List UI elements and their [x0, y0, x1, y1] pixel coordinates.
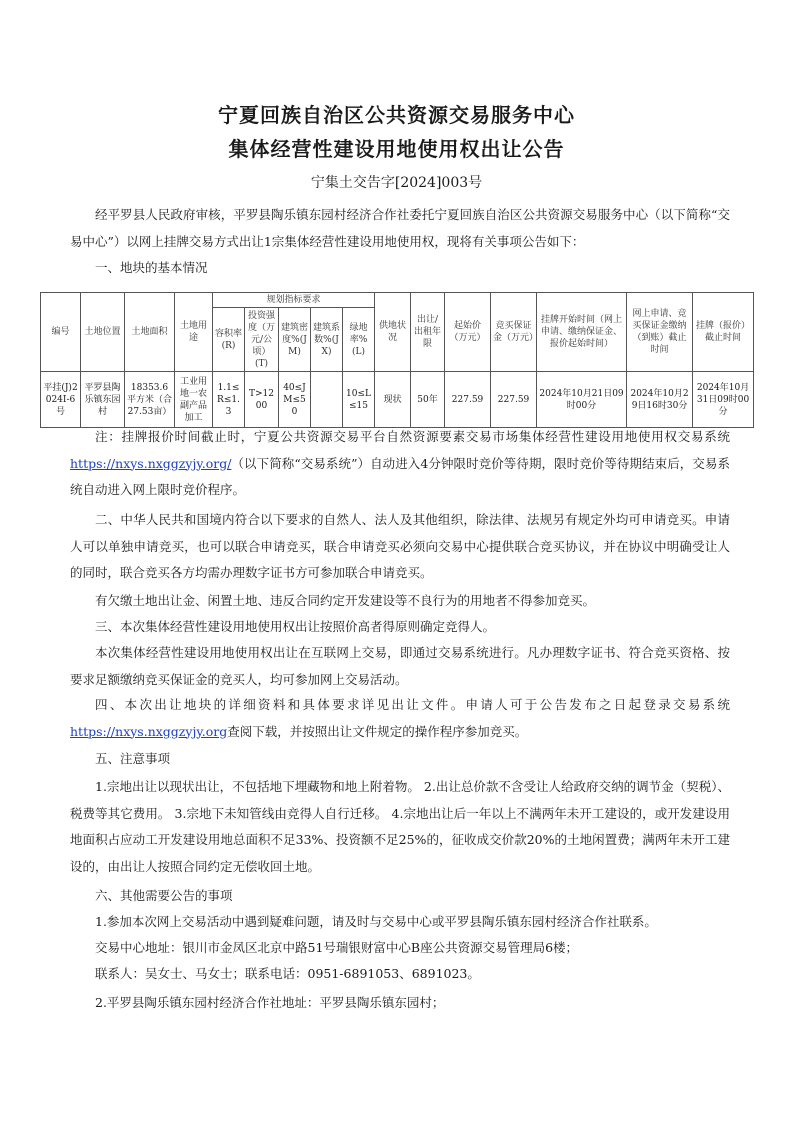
header-deposit: 竞买保证金（万元）	[491, 293, 537, 372]
section2-paragraph: 二、中华人民共和国境内符合以下要求的自然人、法人及其他组织，除法律、法规另有规定外均可申请竞买。申请人可以单独申请竞买，也可以联合申请竞买，联合申请竞买必须向交易中心提供联合竞买协议，并在协议中明确受让人的同时，联合竞买各方均需办理数字证书方可参加联合申请竞买。	[70, 512, 730, 581]
land-info-table	[40, 292, 754, 428]
cell-usage: 工业用地一农副产品加工	[175, 372, 213, 428]
section6-contact: 联系人：吴女士、马女士；联系电话：0951-6891053、6891023。	[95, 966, 480, 981]
header-deposit-deadline: 网上申请、竞买保证金缴纳（到账）截止时间	[627, 293, 693, 372]
section6-item1: 1.参加本次网上交易活动中遇到疑难问题，请及时与交易中心或平罗县陶乐镇东园村经济合作社联系。	[95, 914, 657, 929]
cell-area: 18353.6平方米（合27.53亩）	[125, 372, 175, 428]
page-title-line1: 宁夏回族自治区公共资源交易服务中心	[218, 103, 575, 127]
header-term: 出让/出租年限	[411, 293, 445, 372]
header-planning-group: 规划指标要求	[213, 293, 375, 308]
cell-location: 平罗县陶乐镇东园村	[81, 372, 125, 428]
section4-text-2: 查阅下载，并按照出让文件规定的操作程序参加竞买。	[227, 723, 528, 739]
header-building-coef: 建筑系数%(JX)	[311, 308, 343, 372]
header-invest-intensity: 投资强度（万元/公顷）(T)	[245, 308, 279, 372]
cell-plot-ratio: 1.1≤R≤1.3	[213, 372, 245, 428]
cell-deposit: 227.59	[491, 372, 537, 428]
section3-paragraph: 三、本次集体经营性建设用地使用权出让按照价高者得原则确定竞得人。	[95, 619, 496, 634]
trading-system-link[interactable]: https://nxys.nxggzyjy.org/	[70, 455, 232, 471]
header-usage: 土地用途	[175, 293, 213, 372]
header-start-price: 起始价（万元）	[445, 293, 491, 372]
section4-paragraph	[70, 692, 730, 745]
section2b-paragraph: 有欠缴土地出让金、闲置土地、违反合同约定开发建设等不良行为的用地者不得参加竞买。	[95, 593, 596, 608]
header-plot-ratio: 容积率(R)	[213, 308, 245, 372]
page-title-line2: 集体经营性建设用地使用权出让公告	[228, 137, 565, 161]
cell-green-ratio: 10≤L≤15	[343, 372, 375, 428]
section1-heading: 一、地块的基本情况	[95, 260, 208, 275]
table-note	[70, 424, 730, 504]
header-location: 土地位置	[81, 293, 125, 372]
section6-item2: 2.平罗县陶乐镇东园村经济合作社地址：平罗县陶乐镇东园村；	[95, 995, 445, 1010]
cell-deposit-deadline: 2024年10月29日16时30分	[627, 372, 693, 428]
header-building-density: 建筑密度%(JM)	[279, 308, 311, 372]
document-number: 宁集土交告字[2024]003号	[310, 175, 483, 191]
section3b-paragraph: 本次集体经营性建设用地使用权出让在互联网上交易，即通过交易系统进行。凡办理数字证书、符合竞买资格、按要求足额缴纳竞买保证金的竞买人，均可参加网上交易活动。	[70, 645, 730, 687]
note-text-2: （以下简称“交易系统”）自动进入4分钟限时竞价等待期，限时竞价等待期结束后，交易系统自动进入网上限时竞价程序。	[70, 455, 730, 498]
section6-heading: 六、其他需要公告的事项	[95, 888, 233, 903]
section5-heading: 五、注意事项	[95, 751, 171, 766]
note-text-1: 注：挂牌报价时间截止时，宁夏公共资源交易平台自然资源要素交易市场集体经营性建设用地使用权交易系统	[95, 429, 730, 444]
cell-invest-intensity: T>1200	[245, 372, 279, 428]
cell-building-density: 40≤JM≤50	[279, 372, 311, 428]
cell-start-price: 227.59	[445, 372, 491, 428]
cell-building-coef	[311, 372, 343, 428]
cell-serial: 平挂(J)2024I-6号	[41, 372, 81, 428]
header-listing-start: 挂牌开始时间（网上申请、缴纳保证金、报价起始时间）	[537, 293, 627, 372]
intro-paragraph: 经平罗县人民政府审核，平罗县陶乐镇东园村经济合作社委托宁夏回族自治区公共资源交易服务中心（以下简称“交易中心”）以网上挂牌交易方式出让1宗集体经营性建设用地使用权，现将有关事项公告如下：	[70, 207, 730, 249]
section6-address: 交易中心地址：银川市金凤区北京中路51号瑞银财富中心B座公共资源交易管理局6楼；	[95, 940, 579, 955]
cell-term: 50年	[411, 372, 445, 428]
table-row	[41, 372, 754, 428]
section4-text-1: 四、本次出让地块的详细资料和具体要求详见出让文件。申请人可于公告发布之日起登录交易系统	[95, 697, 730, 712]
download-system-link[interactable]: https://nxys.nxggzyjy.org	[70, 723, 228, 739]
cell-listing-start: 2024年10月21日09时00分	[537, 372, 627, 428]
header-serial: 编号	[41, 293, 81, 372]
cell-listing-end: 2024年10月31日09时00分	[693, 372, 754, 428]
header-delivery-status: 供地状况	[375, 293, 411, 372]
section5-paragraph: 1.宗地出让以现状出让，不包括地下埋藏物和地上附着物。 2.出让总价款不含受让人给政府交纳的调节金（契税）、税费等其它费用。 3.宗地下未知管线由竞得人自行迁移。 4.宗地出让后一年以上不满两年未开工建设的，或开发建设用地面积占应动工开发建设用地总面积不足33%、投资额不足25%的，征收成交价款20%的土地闲置费；满两年未开工建设的，由出让人按照合同约定无偿收回土地。	[70, 779, 730, 874]
header-listing-end: 挂牌（报价）截止时间	[693, 293, 754, 372]
cell-delivery-status: 现状	[375, 372, 411, 428]
header-area: 土地面积	[125, 293, 175, 372]
header-green-ratio: 绿地率%(L)	[343, 308, 375, 372]
